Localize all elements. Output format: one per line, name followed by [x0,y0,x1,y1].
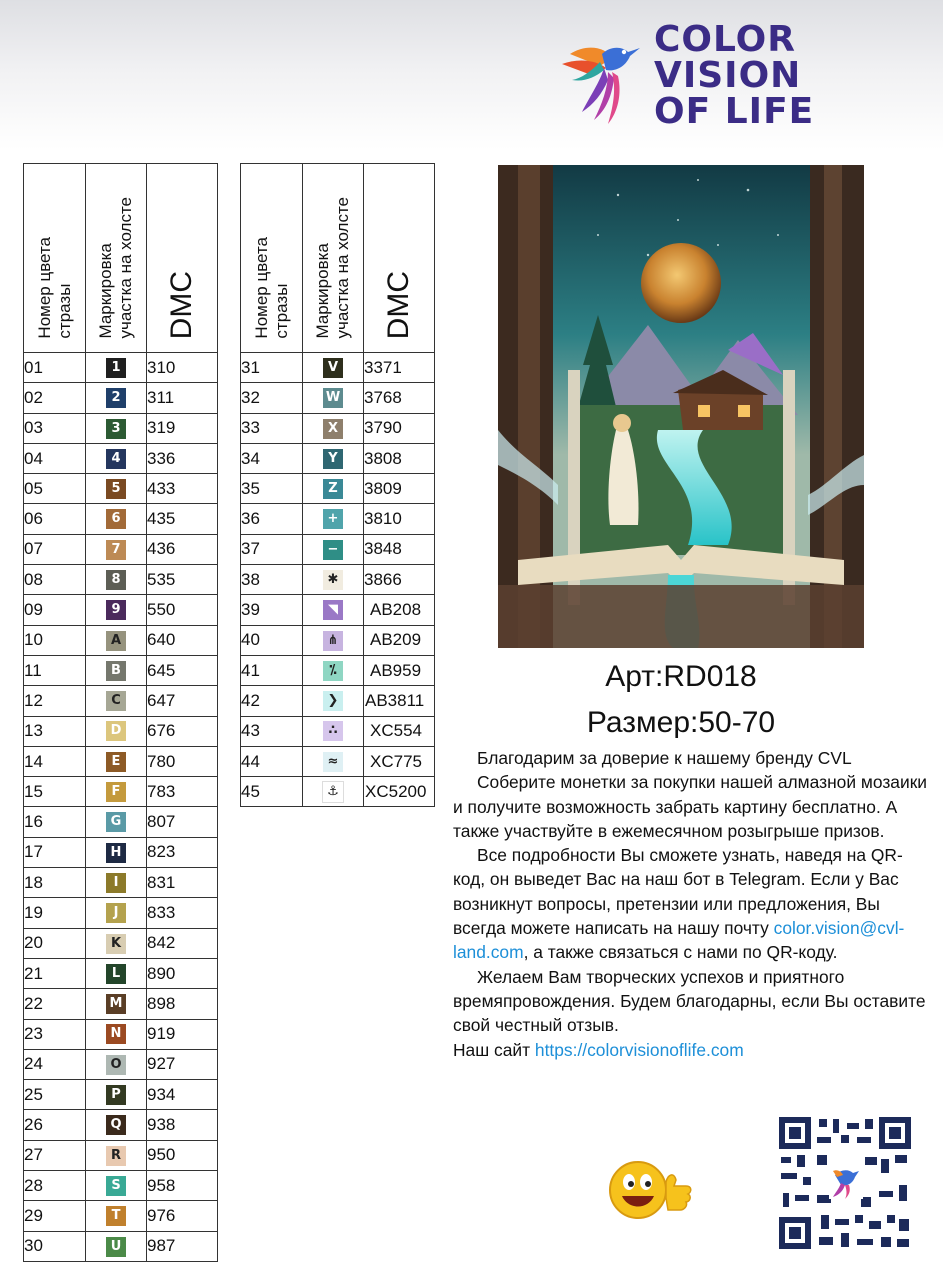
color-number: 42 [241,686,303,716]
color-swatch: ⚓ [323,782,343,802]
color-number: 05 [24,474,86,504]
color-number: 06 [24,504,86,534]
color-swatch: R [106,1146,126,1166]
color-swatch: S [106,1176,126,1196]
legend-row [24,1201,218,1231]
legend-row [24,565,218,595]
marking-cell [86,383,147,413]
legend-row [241,383,435,413]
header-color-number: Номер цвета стразы [24,164,86,353]
color-swatch: ⋔ [323,631,343,651]
marking-cell [86,868,147,898]
legend-row [24,837,218,867]
contact-paragraph: Все подробности Вы сможете узнать, наведя на QR-код, он выведет Вас на наш бот в Telegram. Если у Вас возникнут вопросы, претензии или предложения, Вы всегда можете написать на нашу почту color.vision@cvl-land.com, а также связаться с нами по QR-коду. [453,845,905,963]
legend-row [24,1019,218,1049]
dmc-code: 647 [147,686,218,716]
marking-cell [86,1140,147,1170]
color-number: 20 [24,928,86,958]
marking-cell [303,777,364,807]
marking-cell [86,655,147,685]
color-number: 38 [241,565,303,595]
color-number: 40 [241,625,303,655]
dmc-code: 842 [147,928,218,958]
color-swatch: A [106,631,126,651]
artwork-preview-image [498,165,864,648]
legend-row [24,383,218,413]
color-number: 37 [241,534,303,564]
color-swatch: B [106,661,126,681]
dmc-code: 958 [147,1171,218,1201]
dmc-code: 3866 [364,565,435,595]
dmc-code: AB208 [364,595,435,625]
header-marking: Маркировка участка на холсте [86,164,147,353]
dmc-code: 319 [147,413,218,443]
color-number: 08 [24,565,86,595]
legend-row [24,534,218,564]
marking-cell [303,443,364,473]
legend-row [24,1171,218,1201]
legend-row [241,534,435,564]
product-sku: Арт:RD018 [605,660,757,693]
color-number: 13 [24,716,86,746]
legend-row [241,353,435,383]
dmc-code: 890 [147,958,218,988]
legend-row [241,504,435,534]
color-swatch: ◥ [323,600,343,620]
header-marking: Маркировка участка на холсте [303,164,364,353]
color-swatch: U [106,1237,126,1257]
marking-cell [86,625,147,655]
color-number: 17 [24,837,86,867]
legend-row [24,777,218,807]
legend-row [241,777,435,807]
color-number: 27 [24,1140,86,1170]
color-swatch: ≈ [323,752,343,772]
legend-row [24,1080,218,1110]
color-swatch: O [106,1055,126,1075]
color-swatch: V [323,358,343,378]
legend-row [24,898,218,928]
coins-paragraph: Соберите монетки за покупки нашей алмазной мозаики и получите возможность забрать картину бесплатно. А также участвуйте в ежемесячном розыгрыше призов. [453,772,928,841]
color-legend-table-right [240,163,435,807]
header-dmc: DMC [364,164,435,353]
color-swatch: 9 [106,600,126,620]
website-line: Наш сайт https://colorvisionoflife.com [453,1039,744,1060]
color-swatch: ∴ [323,721,343,741]
color-number: 29 [24,1201,86,1231]
color-swatch: C [106,691,126,711]
brand-logo [560,19,820,132]
legend-row [24,595,218,625]
dmc-code: 645 [147,655,218,685]
color-number: 09 [24,595,86,625]
legend-row [24,686,218,716]
color-swatch: Y [323,449,343,469]
legend-row [241,413,435,443]
dmc-code: 3848 [364,534,435,564]
color-number: 23 [24,1019,86,1049]
color-number: 35 [241,474,303,504]
color-number: 01 [24,353,86,383]
color-number: 04 [24,443,86,473]
color-number: 16 [24,807,86,837]
color-swatch: W [323,388,343,408]
legend-row [24,504,218,534]
dmc-code: 919 [147,1019,218,1049]
dmc-code: 823 [147,837,218,867]
color-legend-table-left [23,163,218,1262]
marking-cell [86,474,147,504]
color-swatch: E [106,752,126,772]
color-swatch: N [106,1024,126,1044]
color-number: 18 [24,868,86,898]
marking-cell [86,989,147,1019]
color-number: 30 [24,1231,86,1261]
marking-cell [303,383,364,413]
dmc-code: 780 [147,746,218,776]
color-swatch: 5 [106,479,126,499]
dmc-code: 336 [147,443,218,473]
marking-cell [86,353,147,383]
dmc-code: 934 [147,1080,218,1110]
legend-row [241,655,435,685]
marking-cell [86,716,147,746]
legend-row [24,474,218,504]
color-swatch: K [106,934,126,954]
legend-row [24,716,218,746]
legend-row [241,565,435,595]
legend-row [24,443,218,473]
dmc-code: AB959 [364,655,435,685]
legend-row [24,413,218,443]
marking-cell [86,898,147,928]
marking-cell [86,928,147,958]
color-number: 02 [24,383,86,413]
marking-cell [303,595,364,625]
marking-cell [86,686,147,716]
color-number: 31 [241,353,303,383]
dmc-code: AB3811 [364,686,435,716]
color-swatch: I [106,873,126,893]
marking-cell [86,837,147,867]
marking-cell [86,1080,147,1110]
dmc-code: 640 [147,625,218,655]
color-number: 03 [24,413,86,443]
color-swatch: L [106,964,126,984]
color-swatch: 8 [106,570,126,590]
marking-cell [303,504,364,534]
color-number: 10 [24,625,86,655]
dmc-code: 550 [147,595,218,625]
dmc-code: 310 [147,353,218,383]
dmc-code: 433 [147,474,218,504]
marking-cell [303,625,364,655]
color-swatch: G [106,812,126,832]
color-swatch: 2 [106,388,126,408]
dmc-code: AB209 [364,625,435,655]
dmc-code: 436 [147,534,218,564]
dmc-code: 676 [147,716,218,746]
color-number: 25 [24,1080,86,1110]
marking-cell [303,716,364,746]
dmc-code: XC5200 [364,777,435,807]
email-link[interactable]: color.vision@cvl-land.com [453,918,905,963]
color-swatch: 3 [106,419,126,439]
dmc-code: 3808 [364,443,435,473]
thanks-paragraph: Благодарим за доверие к нашему бренду CVL [477,748,852,768]
dmc-code: 3371 [364,353,435,383]
legend-row [24,1140,218,1170]
dmc-code: 535 [147,565,218,595]
marking-cell [86,1110,147,1140]
dmc-code: 783 [147,777,218,807]
dmc-code: 833 [147,898,218,928]
legend-row [24,989,218,1019]
website-link[interactable]: https://colorvisionoflife.com [534,1039,744,1060]
color-number: 22 [24,989,86,1019]
legend-row [241,625,435,655]
dmc-code: 950 [147,1140,218,1170]
color-number: 14 [24,746,86,776]
marking-cell [86,504,147,534]
legend-row [24,746,218,776]
qr-code-icon[interactable] [777,1115,913,1251]
marking-cell [86,534,147,564]
color-number: 45 [241,777,303,807]
color-number: 41 [241,655,303,685]
wishes-paragraph: Желаем Вам творческих успехов и приятного времяпровождения. Будем благодарны, если Вы оставите свой честный отзыв. [453,966,926,1036]
marking-cell [86,1171,147,1201]
marking-cell [303,534,364,564]
legend-row [24,625,218,655]
color-number: 32 [241,383,303,413]
marking-cell [303,655,364,685]
legend-row [24,868,218,898]
color-number: 19 [24,898,86,928]
color-swatch: H [106,843,126,863]
info-text [453,746,931,1062]
legend-row [241,595,435,625]
legend-row [241,474,435,504]
dmc-code: 938 [147,1110,218,1140]
marking-cell [303,746,364,776]
legend-row [24,655,218,685]
marking-cell [86,1231,147,1261]
dmc-code: 3790 [364,413,435,443]
color-number: 33 [241,413,303,443]
dmc-code: 898 [147,989,218,1019]
dmc-code: 927 [147,1049,218,1079]
legend-row [24,958,218,988]
marking-cell [303,353,364,383]
dmc-code: 807 [147,807,218,837]
color-swatch: ✱ [323,570,343,590]
marking-cell [86,958,147,988]
dmc-code: XC554 [364,716,435,746]
color-number: 39 [241,595,303,625]
color-number: 28 [24,1171,86,1201]
dmc-code: 831 [147,868,218,898]
legend-row [241,746,435,776]
header-color-number: Номер цвета стразы [241,164,303,353]
color-number: 15 [24,777,86,807]
color-number: 21 [24,958,86,988]
color-swatch: Q [106,1115,126,1135]
color-swatch: 7 [106,540,126,560]
color-number: 12 [24,686,86,716]
dmc-code: 435 [147,504,218,534]
legend-row [24,1110,218,1140]
brand-line-2: VISION [654,55,802,96]
marking-cell [86,1049,147,1079]
marking-cell [86,565,147,595]
dmc-code: XC775 [364,746,435,776]
legend-row [241,716,435,746]
legend-row [24,807,218,837]
color-number: 43 [241,716,303,746]
marking-cell [86,595,147,625]
dmc-code: 3809 [364,474,435,504]
color-swatch: D [106,721,126,741]
color-swatch: X [323,419,343,439]
brand-line-1: COLOR [654,19,797,60]
color-number: 34 [241,443,303,473]
color-swatch: ⁒ [323,661,343,681]
color-swatch: − [323,540,343,560]
thumbs-up-smiley-icon [604,1158,694,1222]
marking-cell [86,746,147,776]
color-swatch: ❯ [323,691,343,711]
color-number: 44 [241,746,303,776]
color-swatch: J [106,903,126,923]
dmc-code: 976 [147,1201,218,1231]
color-number: 11 [24,655,86,685]
legend-row [24,1231,218,1261]
legend-row [241,443,435,473]
color-swatch: 4 [106,449,126,469]
dmc-code: 3810 [364,504,435,534]
marking-cell [303,474,364,504]
color-swatch: Z [323,479,343,499]
color-number: 36 [241,504,303,534]
marking-cell [86,443,147,473]
header-dmc: DMC [147,164,218,353]
marking-cell [86,1019,147,1049]
legend-row [24,353,218,383]
dmc-code: 987 [147,1231,218,1261]
product-size: Размер:50-70 [586,706,776,739]
color-swatch: 6 [106,509,126,529]
marking-cell [86,1201,147,1231]
marking-cell [86,777,147,807]
color-swatch: P [106,1085,126,1105]
dmc-code: 311 [147,383,218,413]
legend-row [24,1049,218,1079]
color-number: 24 [24,1049,86,1079]
color-swatch: M [106,994,126,1014]
color-number: 07 [24,534,86,564]
brand-line-3: OF LIFE [654,91,815,132]
marking-cell [86,807,147,837]
marking-cell [86,413,147,443]
legend-row [24,928,218,958]
dmc-code: 3768 [364,383,435,413]
color-swatch: T [106,1206,126,1226]
legend-row [241,686,435,716]
color-number: 26 [24,1110,86,1140]
hummingbird-logo-icon [560,32,645,127]
marking-cell [303,413,364,443]
color-swatch: F [106,782,126,802]
marking-cell [303,686,364,716]
color-swatch: + [323,509,343,529]
marking-cell [303,565,364,595]
color-swatch: 1 [106,358,126,378]
